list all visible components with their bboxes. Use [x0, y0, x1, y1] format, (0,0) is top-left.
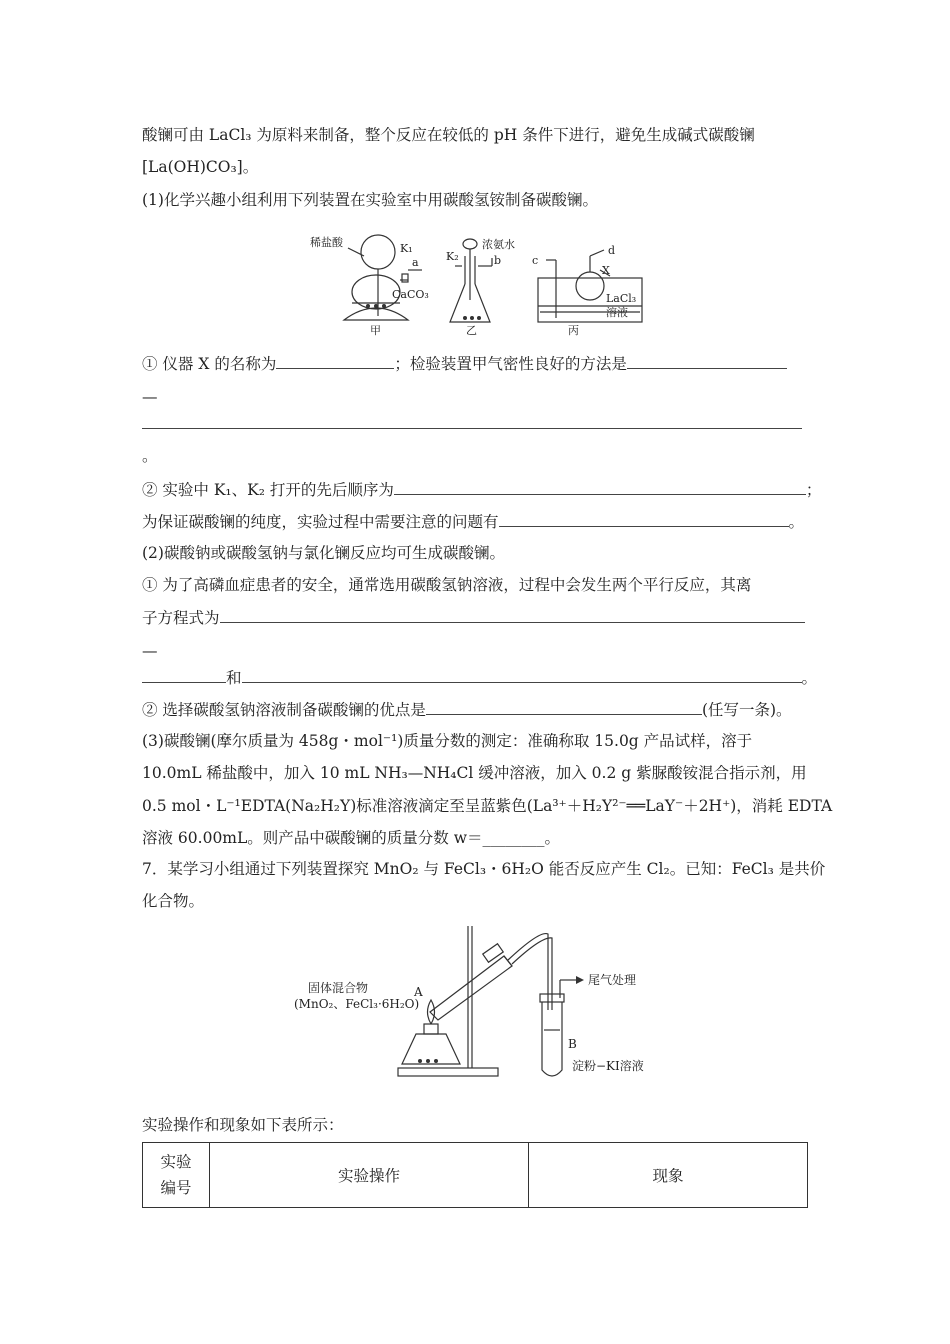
text-fragment: ② 实验中 K₁、K₂ 打开的先后顺序为 — [142, 481, 394, 499]
label-solid: 固体混合物 — [308, 981, 369, 995]
label-starch-ki: 淀粉−KI溶液 — [572, 1059, 644, 1073]
label-c: c — [532, 254, 539, 267]
label-k2: K₂ — [446, 250, 459, 263]
text-fragment: 。 — [801, 669, 818, 687]
apparatus-figure-1 — [300, 226, 650, 338]
text-line: (3)碳酸镧(摩尔质量为 458g・mol⁻¹)质量分数的测定：准确称取 15.0g 产品试样，溶于 — [142, 732, 753, 750]
header-experiment-number — [143, 1143, 210, 1208]
label-solid-formula: (MnO₂、FeCl₃·6H₂O) — [294, 997, 420, 1011]
text-fragment: ① 仪器 X 的名称为 — [142, 355, 277, 373]
label-bing: 丙 — [568, 324, 579, 337]
experiment-table — [142, 1142, 808, 1208]
text-fragment: 子方程式为 — [142, 609, 220, 627]
question-line — [142, 478, 821, 501]
text-fragment: ；检验装置甲气密性良好的方法是 — [394, 355, 627, 373]
text-line: 7．某学习小组通过下列装置探究 MnO₂ 与 FeCl₃・6H₂O 能否反应产生 Cl₂。已知：FeCl₃ 是共价 — [142, 860, 826, 878]
table-header-row — [143, 1143, 808, 1208]
label-caco3: CaCO₃ — [392, 288, 429, 301]
label-k1: K₁ — [400, 242, 413, 255]
question-line — [142, 606, 805, 629]
text-line: (1)化学兴趣小组利用下列装置在实验室中用碳酸氢铵制备碳酸镧。 — [142, 191, 598, 209]
apparatus-figure-2 — [290, 920, 670, 1090]
answer-blank[interactable] — [142, 412, 802, 429]
answer-blank[interactable] — [242, 666, 802, 683]
label-d: d — [608, 244, 616, 257]
label-hcl: 稀盐酸 — [310, 236, 343, 249]
answer-blank[interactable] — [394, 478, 806, 495]
question-line — [142, 698, 792, 721]
label-b: B — [568, 1037, 577, 1051]
answer-blank[interactable] — [627, 352, 787, 369]
text-line: 10.0mL 稀盐酸中，加入 10 mL NH₃—NH₄Cl 缓冲溶液，加入 0.2 g 紫脲酸铵混合指示剂，用 — [142, 764, 807, 782]
label-a: A — [414, 985, 423, 999]
text-line: ① 为了高磷血症患者的安全，通常选用碳酸氢钠溶液，过程中会发生两个平行反应，其离 — [142, 576, 752, 594]
text-line: — — [142, 642, 158, 660]
text-fragment: 为保证碳酸镧的纯度，实验过程中需要注意的问题有 — [142, 513, 499, 531]
label-solution: 溶液 — [606, 306, 628, 319]
text-line: 酸镧可由 LaCl₃ 为原料来制备，整个反应在较低的 pH 条件下进行，避免生成碱式碳酸镧 — [142, 126, 755, 144]
text-line: (2)碳酸钠或碳酸氢钠与氯化镧反应均可生成碳酸镧。 — [142, 544, 505, 562]
label-b: b — [494, 254, 502, 267]
answer-blank[interactable] — [276, 352, 394, 369]
label-ammonia: 浓氨水 — [482, 238, 515, 251]
text-line: [La(OH)CO₃]。 — [142, 158, 259, 176]
text-fragment: ； — [805, 481, 822, 499]
header-operation: 实验操作 — [210, 1143, 529, 1208]
label-lacl3: LaCl₃ — [606, 292, 637, 305]
question-line — [142, 352, 787, 375]
text-line: 溶液 60.00mL。则产品中碳酸镧的质量分数 w＝________。 — [142, 829, 560, 847]
text-fragment: 和 — [226, 669, 242, 687]
text-line: 化合物。 — [142, 892, 205, 910]
answer-blank[interactable] — [142, 666, 226, 683]
header-phenomenon: 现象 — [529, 1143, 808, 1208]
label-jia: 甲 — [370, 324, 381, 337]
text-line: 实验操作和现象如下表所示： — [142, 1116, 344, 1134]
text-line: 。 — [142, 447, 158, 465]
label-yi: 乙 — [466, 324, 477, 337]
answer-blank[interactable] — [499, 510, 789, 527]
answer-line — [142, 412, 802, 435]
header-text: 实验 — [160, 1153, 192, 1171]
text-fragment: 。 — [788, 513, 805, 531]
label-x: X — [602, 264, 610, 277]
question-line — [142, 510, 804, 533]
text-line: — — [142, 388, 158, 406]
label-a: a — [412, 256, 419, 269]
text-fragment: ② 选择碳酸氢钠溶液制备碳酸镧的优点是 — [142, 701, 426, 719]
text-fragment: (任写一条)。 — [701, 701, 792, 719]
label-tail-gas: 尾气处理 — [588, 973, 637, 987]
answer-blank[interactable] — [426, 698, 702, 715]
header-text: 编号 — [160, 1179, 192, 1197]
text-line: 0.5 mol・L⁻¹EDTA(Na₂H₂Y)标准溶液滴定至呈蓝紫色(La³⁺＋H₂Y²⁻══LaY⁻＋2H⁺)，消耗 EDTA — [142, 797, 833, 815]
question-line — [142, 666, 817, 689]
answer-blank[interactable] — [220, 606, 805, 623]
